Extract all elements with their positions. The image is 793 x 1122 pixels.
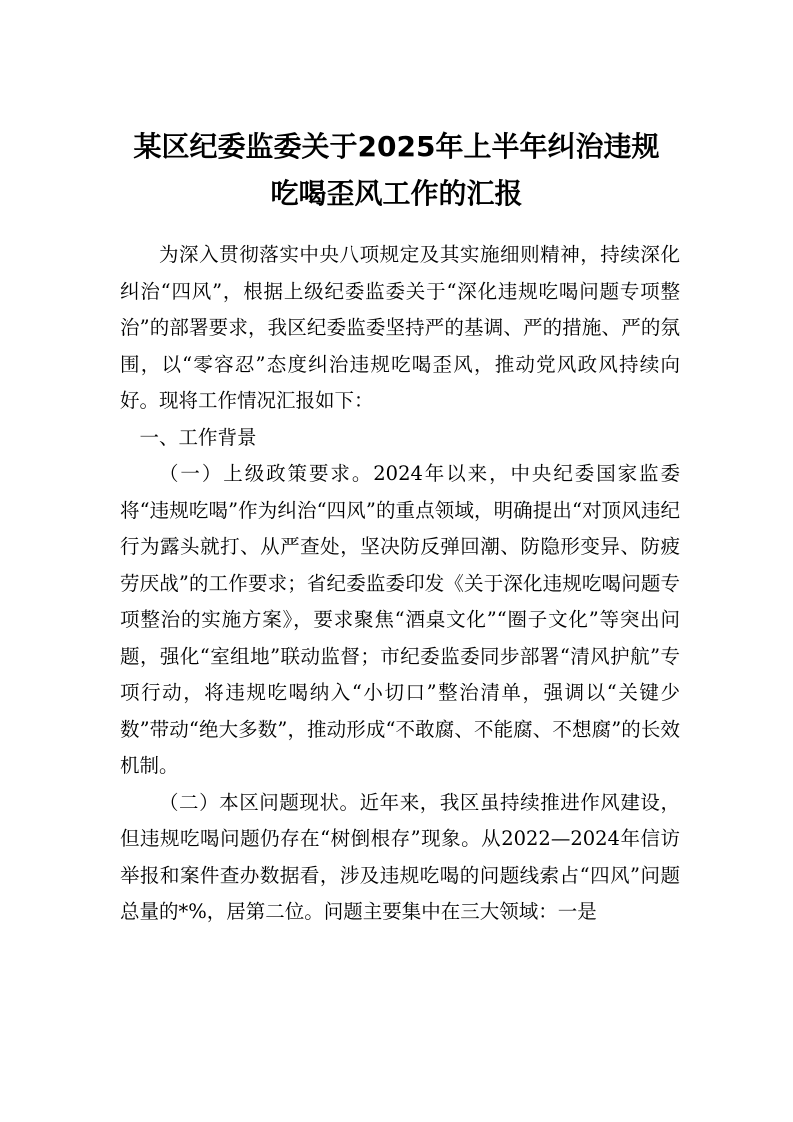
document-body bbox=[120, 237, 680, 931]
paragraph-policy-requirements: （一）上级政策要求。2024年以来，中央纪委国家监委将“违规吃喝”作为纠治“四风”的重点领域，明确提出“对顶风违纪行为露头就打、从严查处，坚决防反弹回潮、防隐形变异、防疲劳厌战”的工作要求；省纪委监委印发《关于深化违规吃喝问题专项整治的实施方案》，要求聚焦“酒桌文化”“圈子文化”等突出问题，强化“室组地”联动监督；市纪委监委同步部署“清风护航”专项行动，将违规吃喝纳入“小切口”整治清单，强调以“关键少数”带动“绝大多数”，推动形成“不敢腐、不能腐、不想腐”的长效机制。 bbox=[120, 462, 680, 777]
paragraph-current-situation: （二）本区问题现状。近年来，我区虽持续推进作风建设，但违规吃喝问题仍存在“树倒根存”现象。从2022—2024年信访举报和案件查办数据看，涉及违规吃喝的问题线索占“四风”问题总量的*%，居第二位。问题主要集中在三大领域：一是 bbox=[120, 790, 680, 923]
document-title-line-1: 某区纪委监委关于2025年上半年纠治违规 bbox=[133, 130, 660, 163]
intro-paragraph: 为深入贯彻落实中央八项规定及其实施细则精神，持续深化纠治“四风”，根据上级纪委监委关于“深化违规吃喝问题专项整治”的部署要求，我区纪委监委坚持严的基调、严的措施、严的氛围，以“零容忍”态度纠治违规吃喝歪风，推动党风政风持续向好。现将工作情况汇报如下： bbox=[120, 243, 680, 412]
section-heading-background: 一、工作背景 bbox=[139, 425, 257, 449]
document-title-line-2: 吃喝歪风工作的汇报 bbox=[270, 177, 523, 210]
